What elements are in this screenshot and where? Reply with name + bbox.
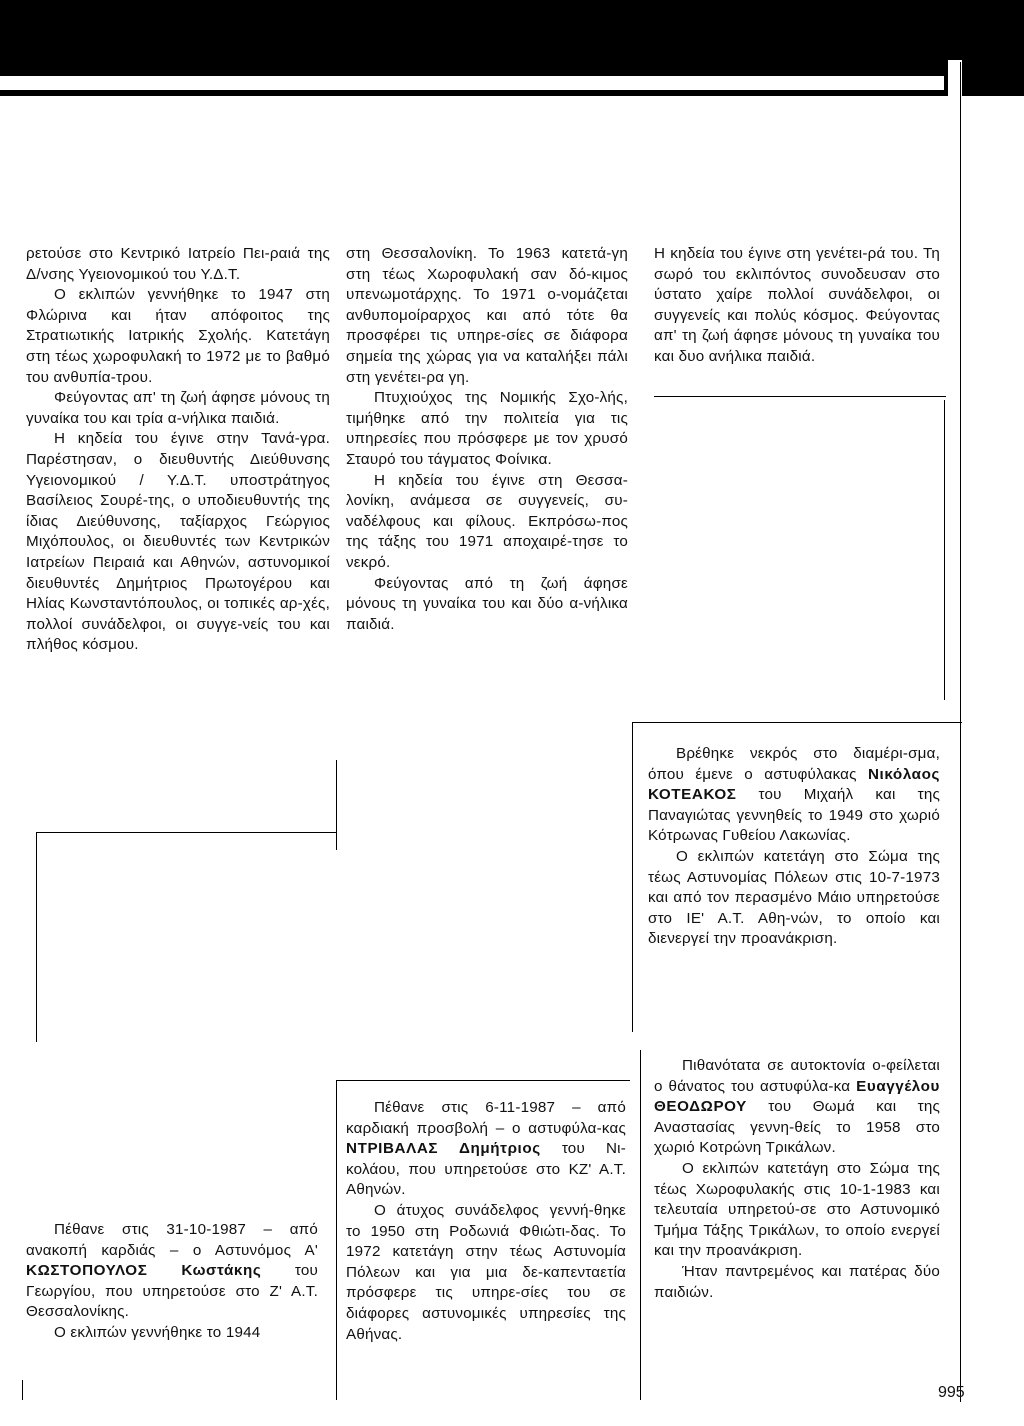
divider-line: [654, 396, 946, 397]
frame-line: [336, 1080, 337, 1400]
paragraph: Φεύγοντας απ' τη ζωή άφησε μόνους τη γυναίκα του και τρία α-νήλικα παιδιά.: [26, 389, 330, 427]
paragraph: Πτυχιούχος της Νομικής Σχο-λής, τιμήθηκε από την πολιτεία για τις υπηρεσίες που πρόσφερε με τον χρυσό Σταυρό του τάγματος Φοίνικα.: [346, 389, 628, 468]
frame-line: [36, 832, 336, 833]
obituary-kotseakos: [648, 744, 940, 950]
paragraph: Ο εκλιπών γεννήθηκε το 1947 στη Φλώρινα και ήταν απόφοιτος της Στρατιωτικής Ιατρικής Σχολής. Κατετάγη στη τέως χωροφυλακή το 1972 με το βαθμό του ανθυπία-τρου.: [26, 286, 330, 386]
top-band-stripe: [0, 76, 944, 90]
paragraph: Η κηδεία του έγινε στη Θεσσα-λονίκη, ανάμεσα σε συγγενείς, συ-ναδέλφους και φίλους. Εκπρόσω-πος της τάξης του 1971 αποχαιρέ-τησε το νεκρό.: [346, 471, 628, 571]
paragraph: Ο εκλιπών κατετάγη στο Σώμα της τέως Χωροφυλακής στις 10-1-1983 και τελευταία υπηρετού-σε στο Αστυνομικό Τμήμα Τάξης Τρικάλων, το οποίο ενεργεί και την προανάκριση.: [654, 1159, 940, 1260]
paragraph: Ο εκλιπών γεννήθηκε το 1944: [54, 1323, 261, 1341]
obituary-ntrivalas: [346, 1098, 626, 1345]
deceased-name: ΝΤΡΙΒΑΛΑΣ Δημήτριος: [346, 1140, 541, 1158]
paragraph: Βρέθηκε νεκρός στο διαμέρι-σμα, όπου έμενε ο αστυφύλακας Νικόλαος ΚΟΤΕΑΚΟΣ του Μιχαήλ και της Παναγιώτας γεννηθείς το 1949 στο χωριό Κότρωνας Γυθείου Λακωνίας.: [648, 745, 940, 845]
paragraph: Η κηδεία του έγινε στην Τανά-γρα. Παρέστησαν, ο διευθυντής Διεύθυνσης Υγειονομικού / Υ.Δ.Τ. υποστράτηγος Βασίλειος Σουρέ-της, ο υποδιευθυντής της ίδιας Διεύθυνσης, ταξίαρχος Γεώργιος Μιχόπουλος, οι διευθυντές των Κεντρικών Ιατρείων Πειραιά και Αθηνών, αστυνομικοί διευθυντές Δημήτριος Πρωτογέρου και Ηλίας Κωνσταντόπουλος, οι τοπικές αρ-χές, πολλοί συνάδελφοι, οι συγγε-νείς του και πλήθος κόσμου.: [26, 430, 330, 654]
page-number: 995: [938, 1384, 965, 1401]
obituary-kostopoulos: [26, 1220, 318, 1344]
frame-line: [336, 1080, 630, 1081]
right-border-line-inner: [944, 400, 945, 700]
frame-line: [22, 1380, 23, 1400]
frame-line: [632, 722, 633, 1032]
paragraph: ρετούσε στο Κεντρικό Ιατρείο Πει-ραιά της Δ/νσης Υγειονομικού του Υ.Δ.Τ.: [26, 245, 330, 283]
paragraph: Ο εκλιπών κατετάγη στο Σώμα της τέως Αστυνομίας Πόλεων στις 10-7-1973 και από τον περασμένο Μάιο υπηρετούσε στο ΙΕ' Α.Τ. Αθη-νών, το οποίο και διενεργεί την προανάκριση.: [648, 847, 940, 948]
deceased-name: Ευαγγέλου ΘΕΟΔΩΡΟΥ: [654, 1077, 940, 1116]
frame-line: [36, 832, 37, 1042]
paragraph: Φεύγοντας από τη ζωή άφησε μόνους τη γυναίκα του και δύο α-νήλικα παιδιά.: [346, 574, 628, 633]
article-continuation-col2: [346, 244, 628, 635]
deceased-name: Νικόλαος ΚΟΤΕΑΚΟΣ: [648, 765, 940, 804]
frame-line: [640, 1050, 641, 1400]
divider-line: [632, 722, 962, 723]
deceased-name: ΚΩΣΤΟΠΟΥΛΟΣ Κωστάκης: [26, 1262, 262, 1280]
paragraph: Ήταν παντρεμένος και πατέρας δύο παιδιών.: [654, 1262, 940, 1301]
paragraph: στη Θεσσαλονίκη. Το 1963 κατετά-γη στη τέως Χωροφυλακή σαν δό-κιμος υπενωμοτάρχης. Το 1971 ο-νομάζεται ανθυπομοίραρχος και από τότε θα προσφέρει τις υπηρε-σίες σε διάφορα σημεία της χώρας για να καταλήξει πάλι στη γενέτει-ρα γη.: [346, 245, 628, 386]
article-continuation-col3: [654, 244, 940, 368]
paragraph: Πιθανότατα σε αυτοκτονία ο-φείλεται ο θάνατος του αστυφύλα-κα Ευαγγέλου ΘΕΟΔΩΡΟΥ του Θωμά και της Αναστασίας γεννη-θείς το 1958 στο χωριό Κοτρώνη Τρικάλων.: [654, 1057, 940, 1157]
paragraph: Ο άτυχος συνάδελφος γεννή-θηκε το 1950 στη Ροδωνιά Φθιώτι-δας. Το 1972 κατετάγη στην τέως Αστυνομία Πόλεων και για μια δε-καπενταετία πρόσφερε τις υπηρε-σίες του σε διάφορες αστυνομικές υπηρεσίες της Αθήνας.: [346, 1201, 626, 1343]
obituary-theodorou: [654, 1056, 940, 1303]
paragraph: Η κηδεία του έγινε στη γενέτει-ρά του. Τη σωρό του εκλιπόντος συνοδευσαν στο ύστατο χαίρε πολλοί συνάδελφοι, οι συγγενείς και πολύς κόσμος. Φεύγοντας απ' τη ζωή άφησε μόνους τη γυναίκα του και δυο ανήλικα παιδιά.: [654, 245, 940, 365]
right-border-line: [960, 62, 961, 1402]
frame-line: [336, 760, 337, 850]
paragraph: Πέθανε στις 31-10-1987 – από ανακοπή καρδιάς – ο Αστυνόμος Α' ΚΩΣΤΟΠΟΥΛΟΣ Κωστάκης του Γεωργίου, που υπηρετούσε στο Ζ' Α.Τ. Θεσσαλονίκης.: [26, 1221, 318, 1321]
paragraph: Πέθανε στις 6-11-1987 – από καρδιακή προσβολή – ο αστυφύλα-κας ΝΤΡΙΒΑΛΑΣ Δημήτριος του Νι-κολάου, που υπηρετούσε στο ΚΖ' Α.Τ. Αθηνών.: [346, 1099, 626, 1199]
article-continuation-col1: [26, 244, 330, 656]
